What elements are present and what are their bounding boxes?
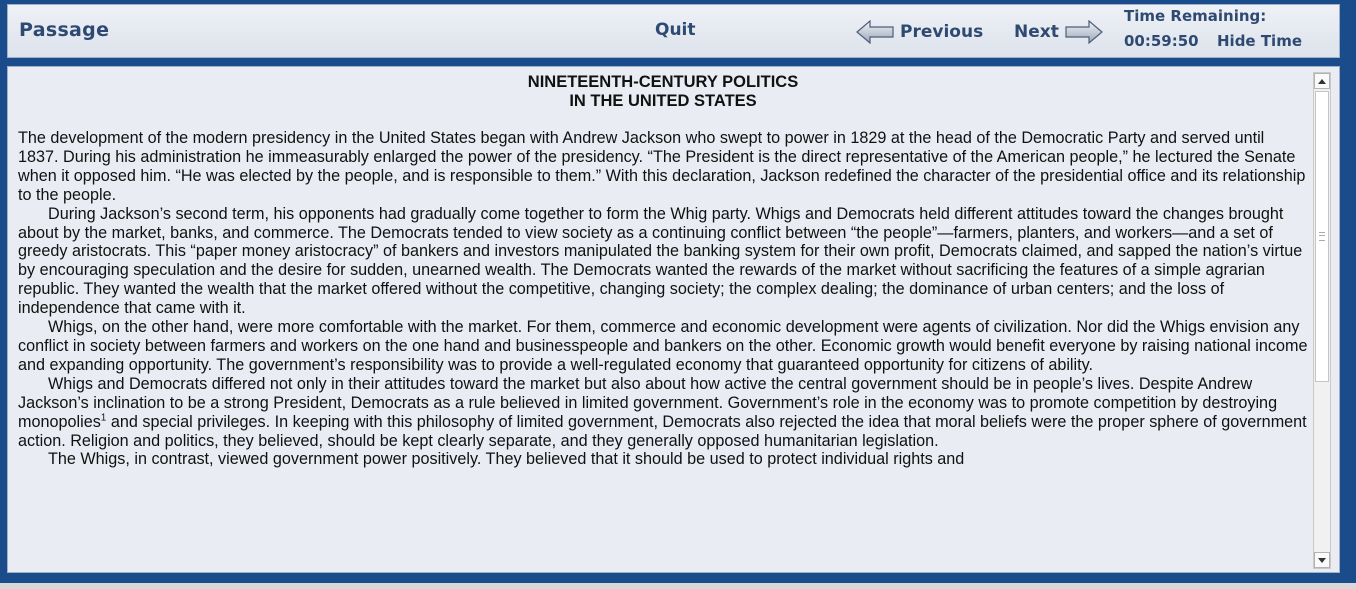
- title-line-1: NINETEENTH-CENTURY POLITICS: [527, 73, 799, 91]
- right-arrow-icon: [1065, 20, 1103, 44]
- quit-button[interactable]: Quit: [655, 20, 696, 40]
- paragraph-2: During Jackson’s second term, his opponents had gradually come together to form the Whig party. Whigs and Democrats held different attitudes toward the changes brought about by the market, banks, and commerce. The Democrats tended to view society as a continuing conflict between “the people”—farmers, planters, and workers—and a set of greedy aristocrats. This “paper money aristocracy” of bankers and investors manipulated the banking system for their own profit, Democrats claimed, and sapped the nation’s virtue by encouraging speculation and the desire for sudden, unearned wealth. The Democrats wanted the rewards of the market without sacrificing the features of a simple agrarian republic. They wanted the wealth that the market offered without the competitive, changing society; the complex dealing; the dominance of urban centers; and the loss of independence that came with it.: [18, 204, 1303, 318]
- time-remaining-label: Time Remaining:: [1124, 7, 1267, 25]
- bottom-edge: [0, 583, 1356, 589]
- paragraph-4: [18, 375, 1308, 451]
- title-line-2: IN THE UNITED STATES: [569, 91, 757, 110]
- passage-panel: [7, 66, 1340, 573]
- paragraph-4-part-1: Whigs and Democrats differed not only in their attitudes toward the market but also about how active the central government should be in people’s lives. Despite Andrew Jackson’s inclination to be a strong President, Democrats as a rule believed in limited government. Government’s role in the economy was to promote competition by destroying monopolies: [18, 374, 1278, 431]
- passage-label: Passage: [19, 19, 110, 41]
- scroll-down-button[interactable]: [1314, 552, 1330, 568]
- vertical-scrollbar[interactable]: [1313, 72, 1331, 569]
- previous-button[interactable]: [856, 19, 983, 45]
- passage-title: [18, 73, 1308, 110]
- chevron-down-icon: [1318, 558, 1326, 563]
- left-arrow-icon: [856, 20, 894, 44]
- paragraph-4-part-2: and special privileges. In keeping with this philosophy of limited government, Democrats also rejected the idea that moral beliefs were the proper sphere of government action. Religion and politics, they believed, should be kept clearly separate, and they generally opposed humanitarian legislation.: [18, 412, 1307, 450]
- top-toolbar: [7, 4, 1340, 58]
- grip-icon: [1319, 232, 1325, 241]
- scrollbar-thumb[interactable]: [1315, 91, 1329, 382]
- passage-content: [18, 73, 1308, 469]
- paragraph-1: The development of the modern presidency in the United States began with Andrew Jackson who swept to power in 1829 at the head of the Democratic Party and served until 1837. During his administration he immeasurably enlarged the power of the presidency. “The President is the direct representative of the American people,” he lectured the Senate when it opposed him. “He was elected by the people, and is responsible to them.” With this declaration, Jackson redefined the character of the presidential office and its relationship to the people.: [18, 129, 1306, 204]
- footnote-marker: 1: [100, 412, 107, 424]
- scroll-up-button[interactable]: [1314, 73, 1330, 89]
- time-remaining-value: 00:59:50: [1124, 32, 1199, 50]
- hide-time-button[interactable]: Hide Time: [1217, 32, 1303, 50]
- next-label: Next: [1014, 22, 1059, 42]
- paragraph-3: Whigs, on the other hand, were more comfortable with the market. For them, commerce and economic development were agents of civilization. Nor did the Whigs envision any conflict in society between farmers and workers on the one hand and businesspeople and bankers on the other. Economic growth would benefit everyone by raising national income and expanding opportunity. The government’s responsibility was to provide a well-regulated economy that guaranteed opportunity for citizens of ability.: [18, 318, 1308, 374]
- chevron-up-icon: [1318, 79, 1326, 84]
- next-button[interactable]: [1014, 19, 1103, 45]
- previous-label: Previous: [900, 22, 984, 42]
- paragraph-5: The Whigs, in contrast, viewed government power positively. They believed that it should be used to protect individual rights and: [48, 450, 965, 469]
